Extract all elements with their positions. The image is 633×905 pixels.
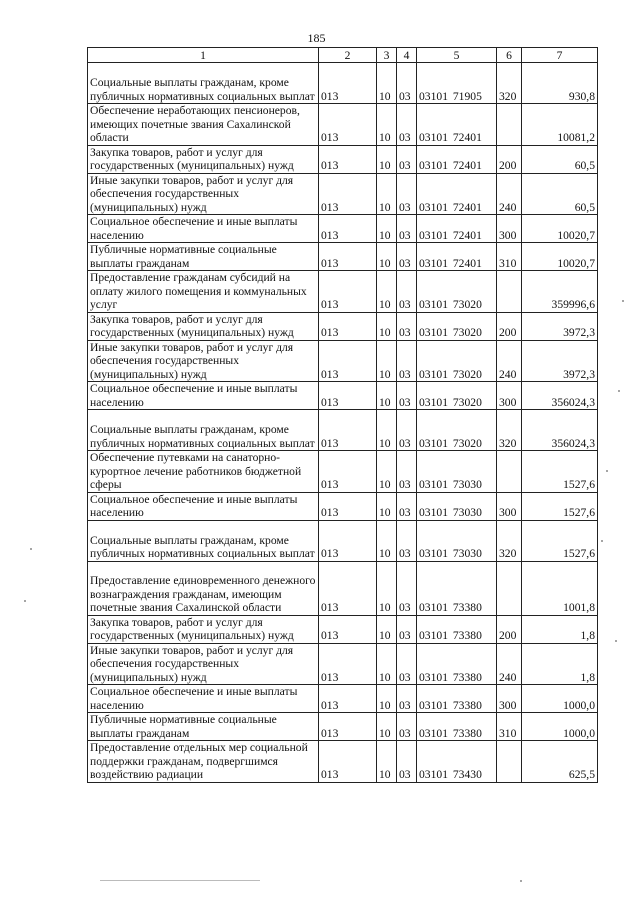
table-row (88, 63, 598, 104)
row-description: Социальные выплаты гражданам, кроме публичных нормативных социальных выплат (88, 63, 319, 104)
row-description: Социальные выплаты гражданам, кроме публичных нормативных социальных выплат (88, 410, 319, 451)
row-target-article: 03101 73020 (417, 271, 497, 313)
row-admin-code: 013 (319, 615, 377, 643)
row-target-article: 03101 73380 (417, 713, 497, 741)
row-amount: 1527,6 (522, 520, 598, 561)
row-admin-code: 013 (319, 741, 377, 783)
row-expense-type: 310 (497, 713, 522, 741)
row-target-article: 03101 73380 (417, 561, 497, 615)
table-row (88, 173, 598, 215)
row-amount: 356024,3 (522, 382, 598, 410)
row-target-article: 03101 72401 (417, 173, 497, 215)
row-target-article: 03101 73020 (417, 410, 497, 451)
table-row (88, 312, 598, 340)
row-expense-type: 200 (497, 615, 522, 643)
row-amount: 359996,6 (522, 271, 598, 313)
row-target-article: 03101 73030 (417, 520, 497, 561)
table-row (88, 561, 598, 615)
row-subsection: 03 (397, 492, 417, 520)
row-admin-code: 013 (319, 410, 377, 451)
row-section: 10 (377, 312, 397, 340)
row-amount: 1527,6 (522, 492, 598, 520)
row-description: Иные закупки товаров, работ и услуг для обеспечения государственных (муниципальных) нужд (88, 340, 319, 382)
row-section: 10 (377, 713, 397, 741)
row-admin-code: 013 (319, 173, 377, 215)
row-section: 10 (377, 561, 397, 615)
row-amount: 1527,6 (522, 451, 598, 493)
table-row (88, 382, 598, 410)
row-admin-code: 013 (319, 243, 377, 271)
row-subsection: 03 (397, 741, 417, 783)
row-section: 10 (377, 643, 397, 685)
row-description: Социальное обеспечение и иные выплаты населению (88, 685, 319, 713)
row-expense-type (497, 561, 522, 615)
row-section: 10 (377, 451, 397, 493)
scan-speck (30, 548, 32, 550)
row-target-article: 03101 73020 (417, 340, 497, 382)
row-section: 10 (377, 63, 397, 104)
row-expense-type: 310 (497, 243, 522, 271)
table-row (88, 340, 598, 382)
row-amount: 10020,7 (522, 243, 598, 271)
row-description: Закупка товаров, работ и услуг для государственных (муниципальных) нужд (88, 615, 319, 643)
row-expense-type (497, 104, 522, 146)
header-cell: 1 (88, 48, 319, 63)
row-section: 10 (377, 615, 397, 643)
row-subsection: 03 (397, 685, 417, 713)
header-cell: 2 (319, 48, 377, 63)
row-target-article: 03101 73020 (417, 382, 497, 410)
table-row (88, 713, 598, 741)
row-target-article: 03101 72401 (417, 145, 497, 173)
table-row (88, 492, 598, 520)
row-subsection: 03 (397, 243, 417, 271)
row-admin-code: 013 (319, 340, 377, 382)
header-cell: 6 (497, 48, 522, 63)
row-admin-code: 013 (319, 451, 377, 493)
row-section: 10 (377, 340, 397, 382)
row-amount: 625,5 (522, 741, 598, 783)
row-subsection: 03 (397, 520, 417, 561)
row-amount: 1,8 (522, 643, 598, 685)
row-description: Иные закупки товаров, работ и услуг для обеспечения государственных (муниципальных) нужд (88, 173, 319, 215)
row-description: Обеспечение неработающих пенсионеров, имеющих почетные звания Сахалинской области (88, 104, 319, 146)
row-target-article: 03101 73380 (417, 643, 497, 685)
scan-speck (520, 880, 522, 882)
row-target-article: 03101 72401 (417, 104, 497, 146)
scan-speck (606, 470, 608, 472)
header-cell: 3 (377, 48, 397, 63)
table-row (88, 451, 598, 493)
row-subsection: 03 (397, 271, 417, 313)
row-amount: 1000,0 (522, 713, 598, 741)
row-subsection: 03 (397, 145, 417, 173)
row-subsection: 03 (397, 382, 417, 410)
row-expense-type: 300 (497, 215, 522, 243)
scan-artifact-line (100, 880, 260, 881)
row-admin-code: 013 (319, 104, 377, 146)
row-description: Иные закупки товаров, работ и услуг для обеспечения государственных (муниципальных) нужд (88, 643, 319, 685)
row-description: Социальное обеспечение и иные выплаты населению (88, 492, 319, 520)
page-number: 185 (307, 31, 326, 45)
row-expense-type (497, 451, 522, 493)
table-row (88, 243, 598, 271)
row-subsection: 03 (397, 615, 417, 643)
row-subsection: 03 (397, 713, 417, 741)
row-admin-code: 013 (319, 643, 377, 685)
row-section: 10 (377, 145, 397, 173)
row-section: 10 (377, 271, 397, 313)
header-row (88, 48, 598, 63)
scan-speck (601, 540, 603, 542)
row-expense-type: 320 (497, 63, 522, 104)
row-amount: 3972,3 (522, 340, 598, 382)
row-amount: 60,5 (522, 145, 598, 173)
row-description: Социальные выплаты гражданам, кроме публичных нормативных социальных выплат (88, 520, 319, 561)
row-target-article: 03101 73030 (417, 451, 497, 493)
row-admin-code: 013 (319, 520, 377, 561)
row-admin-code: 013 (319, 145, 377, 173)
row-expense-type: 300 (497, 382, 522, 410)
table-row (88, 643, 598, 685)
row-amount: 1,8 (522, 615, 598, 643)
row-expense-type (497, 741, 522, 783)
row-subsection: 03 (397, 104, 417, 146)
row-target-article: 03101 72401 (417, 215, 497, 243)
row-amount: 930,8 (522, 63, 598, 104)
row-subsection: 03 (397, 451, 417, 493)
row-subsection: 03 (397, 340, 417, 382)
row-admin-code: 013 (319, 215, 377, 243)
row-expense-type: 240 (497, 173, 522, 215)
row-target-article: 03101 73030 (417, 492, 497, 520)
row-subsection: 03 (397, 643, 417, 685)
row-description: Обеспечение путевками на санаторно-курортное лечение работников бюджетной сферы (88, 451, 319, 493)
row-subsection: 03 (397, 215, 417, 243)
table-row (88, 520, 598, 561)
row-description: Публичные нормативные социальные выплаты гражданам (88, 713, 319, 741)
row-subsection: 03 (397, 561, 417, 615)
row-admin-code: 013 (319, 382, 377, 410)
header-cell: 4 (397, 48, 417, 63)
table-row (88, 685, 598, 713)
row-admin-code: 013 (319, 312, 377, 340)
row-amount: 1000,0 (522, 685, 598, 713)
row-target-article: 03101 73380 (417, 685, 497, 713)
row-description: Предоставление гражданам субсидий на оплату жилого помещения и коммунальных услуг (88, 271, 319, 313)
header-cell: 7 (522, 48, 598, 63)
row-subsection: 03 (397, 410, 417, 451)
row-amount: 3972,3 (522, 312, 598, 340)
row-amount: 10020,7 (522, 215, 598, 243)
row-section: 10 (377, 243, 397, 271)
row-admin-code: 013 (319, 492, 377, 520)
row-amount: 10081,2 (522, 104, 598, 146)
row-expense-type: 200 (497, 312, 522, 340)
row-description: Публичные нормативные социальные выплаты гражданам (88, 243, 319, 271)
row-target-article: 03101 73380 (417, 615, 497, 643)
scan-speck (615, 640, 617, 642)
scan-speck (622, 300, 624, 302)
row-section: 10 (377, 173, 397, 215)
row-section: 10 (377, 520, 397, 561)
row-subsection: 03 (397, 312, 417, 340)
row-section: 10 (377, 104, 397, 146)
table-row (88, 410, 598, 451)
row-section: 10 (377, 215, 397, 243)
row-section: 10 (377, 410, 397, 451)
row-amount: 60,5 (522, 173, 598, 215)
row-description: Социальное обеспечение и иные выплаты населению (88, 215, 319, 243)
row-expense-type: 320 (497, 410, 522, 451)
row-section: 10 (377, 382, 397, 410)
row-admin-code: 013 (319, 685, 377, 713)
row-description: Закупка товаров, работ и услуг для государственных (муниципальных) нужд (88, 145, 319, 173)
row-target-article: 03101 71905 (417, 63, 497, 104)
row-description: Социальное обеспечение и иные выплаты населению (88, 382, 319, 410)
row-admin-code: 013 (319, 63, 377, 104)
row-section: 10 (377, 492, 397, 520)
table-row (88, 741, 598, 783)
scan-speck (24, 600, 26, 602)
row-expense-type: 300 (497, 685, 522, 713)
row-description: Предоставление единовременного денежного вознаграждения гражданам, имеющим почетные звания Сахалинской области (88, 561, 319, 615)
scan-speck (618, 390, 620, 392)
row-expense-type: 200 (497, 145, 522, 173)
row-section: 10 (377, 685, 397, 713)
table-row (88, 615, 598, 643)
row-expense-type: 240 (497, 643, 522, 685)
row-amount: 356024,3 (522, 410, 598, 451)
table-row (88, 104, 598, 146)
row-section: 10 (377, 741, 397, 783)
row-expense-type: 240 (497, 340, 522, 382)
row-admin-code: 013 (319, 561, 377, 615)
row-subsection: 03 (397, 173, 417, 215)
row-admin-code: 013 (319, 271, 377, 313)
row-target-article: 03101 73430 (417, 741, 497, 783)
budget-table (87, 47, 598, 783)
row-description: Предоставление отдельных мер социальной поддержки гражданам, подвергшимся воздействию радиации (88, 741, 319, 783)
table-row (88, 215, 598, 243)
row-amount: 1001,8 (522, 561, 598, 615)
row-expense-type: 300 (497, 492, 522, 520)
row-target-article: 03101 73020 (417, 312, 497, 340)
table-row (88, 271, 598, 313)
header-cell: 5 (417, 48, 497, 63)
row-subsection: 03 (397, 63, 417, 104)
table-row (88, 145, 598, 173)
row-admin-code: 013 (319, 713, 377, 741)
row-expense-type (497, 271, 522, 313)
row-expense-type: 320 (497, 520, 522, 561)
row-target-article: 03101 72401 (417, 243, 497, 271)
row-description: Закупка товаров, работ и услуг для государственных (муниципальных) нужд (88, 312, 319, 340)
